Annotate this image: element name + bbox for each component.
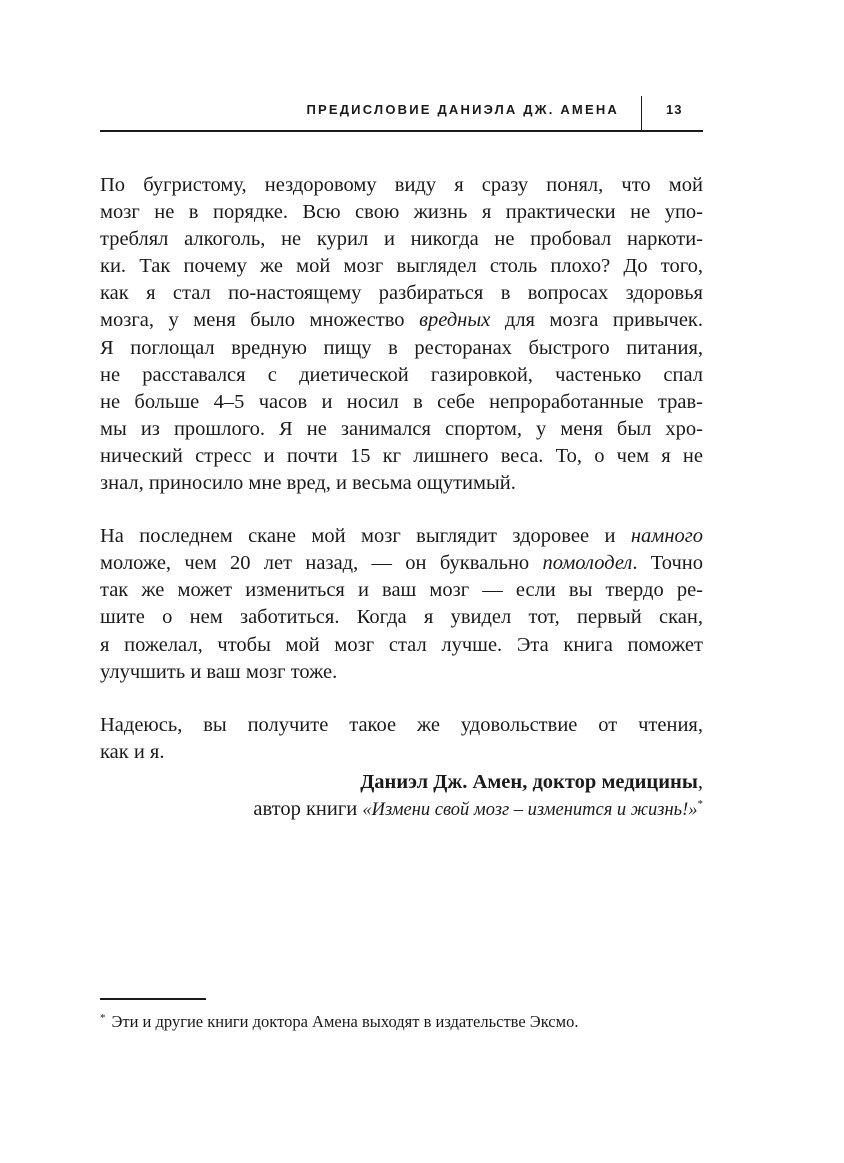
text-line: как я стал по-настоящему разбираться в вопросах здоровья [100,282,703,305]
text-segment: . Точно [632,552,703,575]
text-segment: для мозга привычек. [504,309,704,332]
header-rule [100,130,703,132]
text-segment: На последнем скане мой мозг выглядит здоровее и [100,525,616,548]
text-line-mixed [100,307,703,334]
text-line: ки. Так почему же мой мозг выглядел столь плохо? До того, [100,255,703,278]
main-text [100,172,703,766]
signature-comma: , [697,771,703,793]
text-line: так же может измениться и ваш мозг — если вы твердо ре- [100,579,703,602]
text-line: Надеюсь, вы получите такое же удовольствие от чтения, [100,713,703,736]
footnote-rule [100,998,206,1000]
text-line: шите о нем заботиться. Когда я увидел тот, первый скан, [100,606,703,629]
running-header [100,96,703,132]
paragraph-2 [100,523,703,686]
text-line-mixed [100,550,703,577]
text-line-mixed [100,523,703,550]
italic-emphasis: вредных [419,309,491,332]
text-line: нический стресс и почти 15 кг лишнего веса. То, о чем я не [100,444,703,467]
footnote-text: Эти и другие книги доктора Амена выходят в издательстве Эксмо. [111,1012,579,1031]
text-line: По бугристому, нездоровому виду я сразу понял, что мой [100,174,703,196]
signature-name-line [100,769,703,796]
paragraph-1 [100,172,703,497]
text-line: как и я. [100,740,165,763]
italic-emphasis: намного [630,525,703,548]
running-title: ПРЕДИСЛОВИЕ ДАНИЭЛА ДЖ. АМЕНА [306,102,619,117]
footnote-reference: * [697,798,703,811]
header-separator [641,96,642,132]
signature [100,769,703,824]
signature-book-line [100,796,703,824]
footnote [100,1012,578,1032]
text-line: улучшить и ваш мозг тоже. [100,660,338,683]
book-prefix: автор книги [253,798,358,820]
text-line: не больше 4–5 часов и носил в себе непроработанные трав- [100,390,703,413]
footnote-mark: * [100,1011,106,1024]
page-number: 13 [666,102,683,117]
book-title: «Измени свой мозг – изменится и жизнь!» [362,800,698,820]
italic-emphasis: помолодел [542,552,633,575]
text-line: Я поглощал вредную пищу в ресторанах быстрого питания, [100,336,703,359]
text-line: мы из прошлого. Я не занимался спортом, у меня был хро- [100,417,703,440]
text-line: знал, приносило мне вред, и весьма ощутимый. [100,472,516,495]
text-line: я пожелал, чтобы мой мозг стал лучше. Эта книга поможет [100,633,703,656]
text-line: мозг не в порядке. Всю свою жизнь я практически не упо- [100,201,703,224]
paragraph-3 [100,712,703,766]
text-segment: моложе, чем 20 лет назад, — он буквально [100,552,530,575]
text-line: треблял алкоголь, не курил и никогда не пробовал наркоти- [100,228,703,251]
text-segment: мозга, у меня было множество [100,309,405,332]
text-line: не расставался с диетической газировкой, частенько спал [100,363,703,386]
author-name: Даниэл Дж. Амен, доктор медицины [360,771,698,793]
